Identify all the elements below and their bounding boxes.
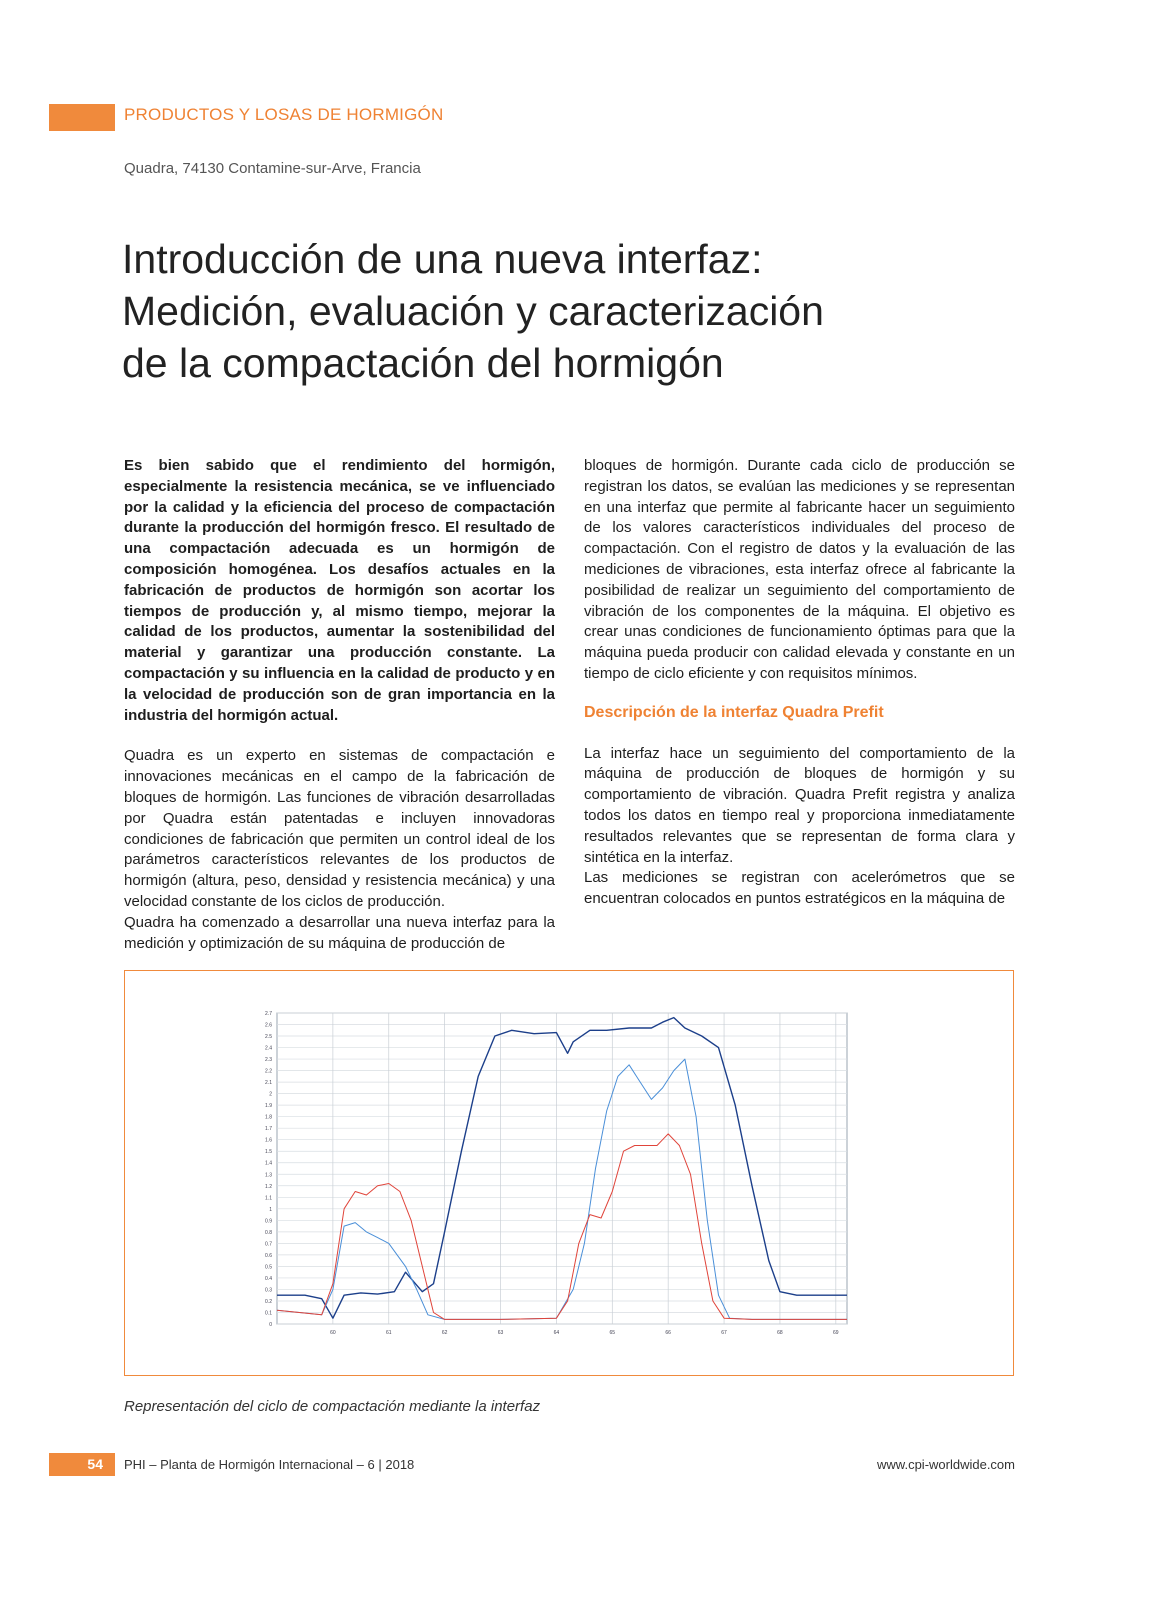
x-tick-label: 67 [721,1330,727,1336]
y-tick-label: 0.6 [265,1252,272,1259]
x-tick-label: 63 [497,1330,504,1336]
y-tick-label: 2.1 [265,1080,272,1087]
y-tick-label: 0.7 [265,1241,272,1248]
compaction-cycle-chart [125,971,1012,1374]
x-tick-label: 65 [609,1330,616,1336]
figure-caption: Representación del ciclo de compactación mediante la interfaz [124,1398,541,1415]
title-line-1: Introducción de una nueva interfaz: [122,236,763,282]
y-tick-label: 2.5 [265,1034,272,1041]
y-tick-label: 0.4 [265,1275,272,1282]
y-tick-label: 1.7 [265,1126,272,1133]
y-tick-label: 0.3 [265,1287,272,1294]
y-tick-label: 2.7 [265,1011,272,1017]
x-tick-label: 66 [665,1330,671,1336]
y-tick-label: 1.4 [265,1160,272,1167]
right-column [584,456,1015,910]
y-tick-label: 2.2 [265,1068,272,1075]
section-accent-bar [49,104,115,131]
body-paragraph: Quadra ha comenzado a desarrollar una nueva interfaz para la medición y optimización de su máquina de producción de [124,913,555,952]
y-tick-label: 2.4 [265,1045,272,1052]
y-tick-label: 0.5 [265,1264,272,1271]
y-tick-label: 2 [269,1091,272,1098]
y-tick-label: 1.1 [265,1195,272,1202]
y-tick-label: 1.9 [265,1103,272,1110]
section-heading: Descripción de la interfaz Quadra Prefit [584,703,884,721]
title-line-3: de la compactación del hormigón [122,340,724,386]
x-tick-label: 69 [833,1330,839,1336]
website-footer: www.cpi-worldwide.com [877,1457,1015,1472]
x-tick-label: 64 [553,1330,560,1336]
organization-line: Quadra, 74130 Contamine-sur-Arve, Francia [124,160,421,177]
page-number: 54 [87,1456,103,1472]
figure-frame [124,970,1014,1376]
title-line-2: Medición, evaluación y caracterización [122,288,824,334]
y-tick-label: 1.6 [265,1137,272,1144]
x-tick-label: 62 [441,1330,448,1336]
x-tick-label: 68 [777,1330,783,1336]
x-tick-label: 60 [330,1330,336,1336]
y-tick-label: 1.3 [265,1172,272,1179]
publication-footer: PHI – Planta de Hormigón Internacional – 6 | 2018 [124,1457,415,1472]
y-tick-label: 0.2 [265,1298,272,1305]
y-tick-label: 0.1 [265,1310,272,1317]
y-tick-label: 0.9 [265,1218,272,1225]
article-title [122,233,1022,389]
y-tick-label: 1 [269,1206,272,1213]
body-paragraph: Quadra es un experto en sistemas de compactación e innovaciones mecánicas en el campo de la fabricación de bloques de hormigón. Las funciones de vibración desarrolladas por Quadra están patentadas e incluyen innovadoras condiciones de fabricación que permiten un control ideal de los parámetros característicos relevantes de los productos de hormigón (altura, peso, densidad y resistencia mecánica) y una velocidad constante de los ciclos de producción. [124,747,555,910]
x-tick-label: 61 [385,1330,392,1336]
section-label: PRODUCTOS Y LOSAS DE HORMIGÓN [124,105,444,124]
plot-area [277,1013,847,1324]
left-column [124,456,555,954]
body-paragraph: bloques de hormigón. Durante cada ciclo de producción se registran los datos, se evalúan las mediciones y se representan en una interfaz que permite al fabricante hacer un seguimiento de los valores característicos individuales del proceso de compactación. Con el registro de datos y la evaluación de las mediciones de vibraciones, esta interfaz ofrece al fabricante la posibilidad de realizar un seguimiento del comportamiento de vibración de los componentes de la máquina. El objetivo es crear unas condiciones de funcionamiento óptimas para que la máquina pueda producir con calidad elevada y constante en un tiempo de ciclo eficiente y con requisitos mínimos. [584,457,1015,682]
y-tick-label: 1.5 [265,1149,272,1156]
y-tick-label: 2.6 [265,1022,272,1029]
y-tick-label: 0 [269,1322,272,1328]
y-tick-label: 0.8 [265,1229,272,1236]
body-paragraph: La interfaz hace un seguimiento del comportamiento de la máquina de producción de bloques de hormigón y su comportamiento de vibración. Quadra Prefit registra y analiza todos los datos en tiempo real y proporciona inmediatamente resultados relevantes que se representan de forma clara y sintética en la interfaz. [584,744,1015,866]
lead-paragraph: Es bien sabido que el rendimiento del hormigón, especialmente la resistencia mecánica, se ve influenciado por la calidad y la eficiencia del proceso de compactación durante la producción del hormigón fresco. El resultado de una compactación adecuada es un hormigón de composición homogénea. Los desafíos actuales en la fabricación de productos de hormigón son acortar los tiempos de producción y, al mismo tiempo, mejorar la calidad de los productos, aumentar la sostenibilidad del material y garantizar una producción constante. La compactación y su influencia en la calidad de producto y en la velocidad de producción son de gran importancia en la industria del hormigón actual. [124,457,555,724]
y-tick-label: 1.2 [265,1183,272,1190]
y-tick-label: 1.8 [265,1114,272,1121]
y-tick-label: 2.3 [265,1057,272,1064]
body-paragraph: Las mediciones se registran con acelerómetros que se encuentran colocados en puntos estratégicos en la máquina de [584,869,1015,908]
